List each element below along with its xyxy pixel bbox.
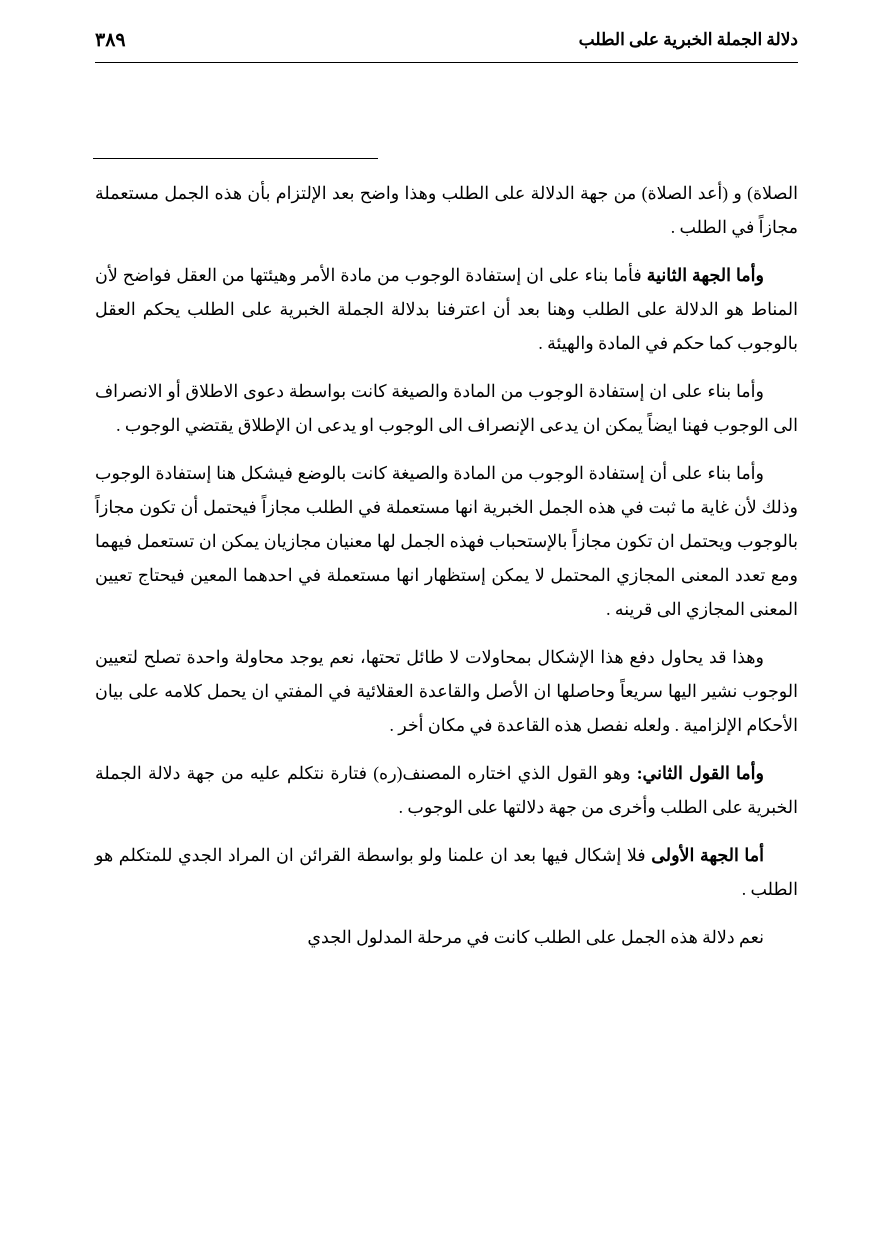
header-divider bbox=[95, 62, 798, 63]
page-number: ٣٨٩ bbox=[95, 30, 126, 51]
paragraph bbox=[95, 756, 798, 824]
page-body bbox=[95, 176, 798, 954]
paragraph-text: وهو القول الذي اختاره المصنف(ره) فتارة نتكلم عليه من جهة دلالة الجملة الخبرية على الطلب وأخرى من جهة دلالتها على الوجوب . bbox=[95, 763, 798, 817]
paragraph bbox=[95, 640, 798, 742]
paragraph bbox=[95, 920, 798, 954]
paragraph-text: وأما بناء على ان إستفادة الوجوب من المادة والصيغة كانت بواسطة دعوى الاطلاق أو الانصراف الى الوجوب فهنا ايضاً يمكن ان يدعى الإنصراف الى الوجوب او يدعى ان الإطلاق يقتضي الوجوب . bbox=[95, 381, 798, 435]
paragraph bbox=[95, 456, 798, 626]
paragraph-text: وهذا قد يحاول دفع هذا الإشكال بمحاولات لا طائل تحتها، نعم يوجد محاولة واحدة تصلح لتعيين الوجوب نشير اليها سريعاً وحاصلها ان الأصل والقاعدة العقلائية في المفتي ان يحمل كلامه على بيان الأحكام الإلزامية . ولعله نفصل هذه القاعدة في مكان أخر . bbox=[95, 647, 798, 735]
page-header bbox=[95, 30, 798, 64]
paragraph-text: نعم دلالة هذه الجمل على الطلب كانت في مرحلة المدلول الجدي bbox=[307, 927, 764, 947]
paragraph bbox=[95, 176, 798, 244]
paragraph-text: وأما بناء على أن إستفادة الوجوب من المادة والصيغة كانت بالوضع فيشكل هنا إستفادة الوجوب وذلك لأن غاية ما ثبت في هذه الجمل الخبرية انها مستعملة في الطلب مجازاً فيحتمل أن تكون مجازاً بالوجوب ويحتمل ان تكون مجازاً بالإستحباب فهذه الجمل لها معنيان مجازيان يمكن ان تستعمل فيهما ومع تعدد المعنى المجازي المحتمل لا يمكن إستظهار انها مستعملة في احدهما المعين فيحتاج تعيين المعنى المجازي الى قرينه . bbox=[95, 463, 798, 619]
paragraph bbox=[95, 258, 798, 360]
paragraph-text: الصلاة) و (أعد الصلاة) من جهة الدلالة على الطلب وهذا واضح بعد الإلتزام بأن هذه الجمل مستعملة مجازاً في الطلب . bbox=[95, 183, 798, 237]
paragraph-lead: وأما الجهة الثانية bbox=[646, 265, 764, 285]
paragraph-text: فلا إشكال فيها بعد ان علمنا ولو بواسطة القرائن ان المراد الجدي للمتكلم هو الطلب . bbox=[95, 845, 798, 899]
paragraph-lead: أما الجهة الأولى bbox=[651, 845, 764, 865]
running-head-title: دلالة الجملة الخبرية على الطلب bbox=[578, 30, 798, 49]
paragraph bbox=[95, 838, 798, 906]
footnote-divider bbox=[93, 158, 378, 159]
paragraph bbox=[95, 374, 798, 442]
paragraph-text: فأما بناء على ان إستفادة الوجوب من مادة الأمر وهيئتها من العقل فواضح لأن المناط هو الدلالة على الطلب وهنا بعد أن اعترفنا بدلالة الجملة الخبرية على الطلب يحكم العقل بالوجوب كما حكم في المادة والهيئة . bbox=[95, 265, 798, 353]
paragraph-lead: وأما القول الثاني: bbox=[636, 763, 764, 783]
